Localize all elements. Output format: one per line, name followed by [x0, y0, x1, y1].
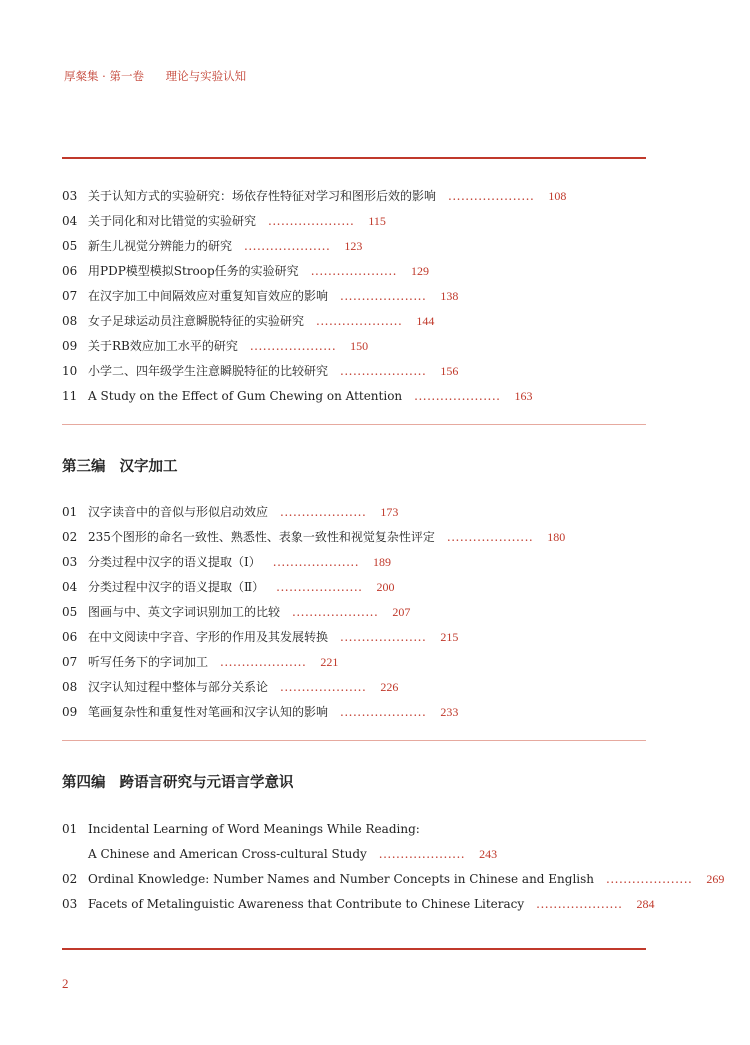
toc-entry[interactable] — [62, 288, 458, 304]
entry-page: 221 — [320, 655, 339, 669]
entry-page: 284 — [636, 897, 655, 911]
running-header — [64, 68, 246, 84]
entry-title: 分类过程中汉字的语义提取（Ⅱ） — [88, 580, 265, 594]
toc-entry[interactable] — [62, 604, 410, 620]
toc-entry[interactable] — [62, 654, 338, 670]
entry-title: 在中文阅读中字音、字形的作用及其发展转换 — [88, 630, 329, 644]
entry-page: 115 — [368, 214, 386, 228]
section-divider — [62, 740, 646, 741]
leader-dots: .................... — [378, 847, 466, 861]
entry-number: 09 — [62, 339, 78, 353]
entry-number: 08 — [62, 314, 78, 328]
entry-page: 144 — [416, 314, 435, 328]
section-name: 跨语言研究与元语言学意识 — [119, 774, 294, 791]
volume-label: 第一卷 — [109, 69, 144, 83]
entry-title: 图画与中、英文字词识别加工的比较 — [88, 605, 281, 619]
toc-entry[interactable] — [62, 554, 391, 570]
toc-entry-continuation[interactable] — [62, 846, 497, 862]
leader-dots: .................... — [280, 680, 367, 694]
leader-dots: .................... — [340, 289, 427, 303]
page-number: 2 — [62, 976, 69, 991]
entry-title: Ordinal Knowledge: Number Names and Number Concepts in Chinese and English — [88, 872, 595, 886]
entry-title: 关于认知方式的实验研究：场依存性特征对学习和图形后效的影响 — [88, 189, 437, 203]
toc-entry-line[interactable] — [62, 821, 420, 837]
entry-number: 11 — [62, 389, 78, 403]
leader-dots: .................... — [340, 630, 427, 644]
entry-number: 05 — [62, 605, 78, 619]
toc-entry[interactable] — [62, 263, 429, 279]
entry-number: 07 — [62, 655, 78, 669]
entry-title: 汉字认知过程中整体与部分关系论 — [88, 680, 269, 694]
entry-number: 04 — [62, 580, 78, 594]
entry-number: 06 — [62, 630, 78, 644]
entry-page: 215 — [440, 630, 459, 644]
entry-title: 小学二、四年级学生注意瞬脱特征的比较研究 — [88, 364, 329, 378]
entry-page: 150 — [350, 339, 369, 353]
toc-entry[interactable] — [62, 629, 458, 645]
leader-dots: .................... — [446, 530, 534, 544]
entry-page: 123 — [344, 239, 363, 253]
section-label: 第四编 — [62, 774, 106, 791]
entry-title: 分类过程中汉字的语义提取（Ⅰ） — [88, 555, 261, 569]
header-subtitle: 理论与实验认知 — [165, 69, 247, 83]
section-heading-3 — [62, 455, 178, 476]
toc-entry[interactable] — [62, 363, 458, 379]
entry-page: 233 — [440, 705, 459, 719]
entry-page: 180 — [547, 530, 566, 544]
entry-page: 173 — [380, 505, 399, 519]
section-label: 第三编 — [62, 458, 106, 475]
entry-title: 235个图形的命名一致性、熟悉性、表象一致性和视觉复杂性评定 — [88, 530, 435, 544]
entry-page: 243 — [479, 847, 498, 861]
leader-dots: .................... — [280, 505, 367, 519]
toc-entry[interactable] — [62, 213, 386, 229]
leader-dots: .................... — [536, 897, 623, 911]
leader-dots: .................... — [606, 872, 693, 886]
section-divider — [62, 424, 646, 425]
section-heading-4 — [62, 771, 294, 792]
entry-number: 02 — [62, 872, 78, 886]
toc-entry[interactable] — [62, 579, 394, 595]
leader-dots: .................... — [276, 580, 363, 594]
entry-title: Incidental Learning of Word Meanings While Reading: — [88, 822, 420, 836]
entry-number: 01 — [62, 505, 78, 519]
toc-entry[interactable] — [62, 871, 724, 887]
leader-dots: .................... — [448, 189, 535, 203]
entry-page: 207 — [392, 605, 411, 619]
header-rule — [62, 157, 646, 159]
entry-page: 200 — [376, 580, 395, 594]
entry-page: 129 — [410, 264, 429, 278]
entry-title: 关于RB效应加工水平的研究 — [88, 339, 238, 353]
entry-title: 汉字读音中的音似与形似启动效应 — [88, 505, 269, 519]
book-title: 厚粲集 — [64, 69, 99, 83]
leader-dots: .................... — [316, 314, 403, 328]
entry-number: 04 — [62, 214, 78, 228]
entry-title: Facets of Metalinguistic Awareness that Contribute to Chinese Literacy — [88, 897, 525, 911]
entry-page: 189 — [373, 555, 392, 569]
entry-title: 听写任务下的字词加工 — [88, 655, 209, 669]
entry-number: 09 — [62, 705, 78, 719]
entry-title: 女子足球运动员注意瞬脱特征的实验研究 — [88, 314, 305, 328]
leader-dots: .................... — [220, 655, 307, 669]
entry-number: 03 — [62, 189, 78, 203]
entry-page: 163 — [514, 389, 533, 403]
toc-entry[interactable] — [62, 704, 458, 720]
toc-entry[interactable] — [62, 313, 434, 329]
toc-entry[interactable] — [62, 238, 362, 254]
leader-dots: .................... — [249, 339, 337, 353]
leader-dots: .................... — [414, 389, 501, 403]
entry-title: 笔画复杂性和重复性对笔画和汉字认知的影响 — [88, 705, 329, 719]
toc-entry[interactable] — [62, 529, 565, 545]
entry-title: 新生儿视觉分辨能力的研究 — [88, 239, 233, 253]
entry-number: 10 — [62, 364, 78, 378]
header-dot: · — [102, 69, 106, 83]
leader-dots: .................... — [268, 214, 355, 228]
leader-dots: .................... — [340, 364, 427, 378]
entry-title: A Study on the Effect of Gum Chewing on Attention — [88, 389, 403, 403]
section-name: 汉字加工 — [119, 458, 178, 475]
entry-title: 关于同化和对比错觉的实验研究 — [88, 214, 257, 228]
entry-page: 269 — [706, 872, 725, 886]
toc-entry[interactable] — [62, 338, 368, 354]
entry-number: 03 — [62, 897, 78, 911]
entry-title: A Chinese and American Cross-cultural Study — [88, 847, 367, 861]
toc-entry[interactable] — [62, 504, 398, 520]
footer-rule — [62, 948, 646, 950]
entry-title: 在汉字加工中间隔效应对重复知盲效应的影响 — [88, 289, 329, 303]
entry-number: 02 — [62, 530, 78, 544]
leader-dots: .................... — [310, 264, 397, 278]
leader-dots: .................... — [244, 239, 331, 253]
leader-dots: .................... — [272, 555, 360, 569]
entry-number: 06 — [62, 264, 78, 278]
toc-entry[interactable] — [62, 188, 566, 204]
entry-page: 108 — [548, 189, 567, 203]
entry-title: 用PDP模型模拟Stroop任务的实验研究 — [88, 264, 299, 278]
entry-number: 07 — [62, 289, 78, 303]
toc-entry[interactable] — [62, 388, 532, 404]
entry-number: 01 — [62, 822, 78, 836]
entry-page: 156 — [440, 364, 459, 378]
leader-dots: .................... — [292, 605, 379, 619]
entry-page: 226 — [380, 680, 399, 694]
toc-entry[interactable] — [62, 679, 398, 695]
leader-dots: .................... — [340, 705, 427, 719]
entry-number: 03 — [62, 555, 78, 569]
entry-number: 08 — [62, 680, 78, 694]
entry-number: 05 — [62, 239, 78, 253]
toc-entry[interactable] — [62, 896, 654, 912]
entry-page: 138 — [440, 289, 459, 303]
